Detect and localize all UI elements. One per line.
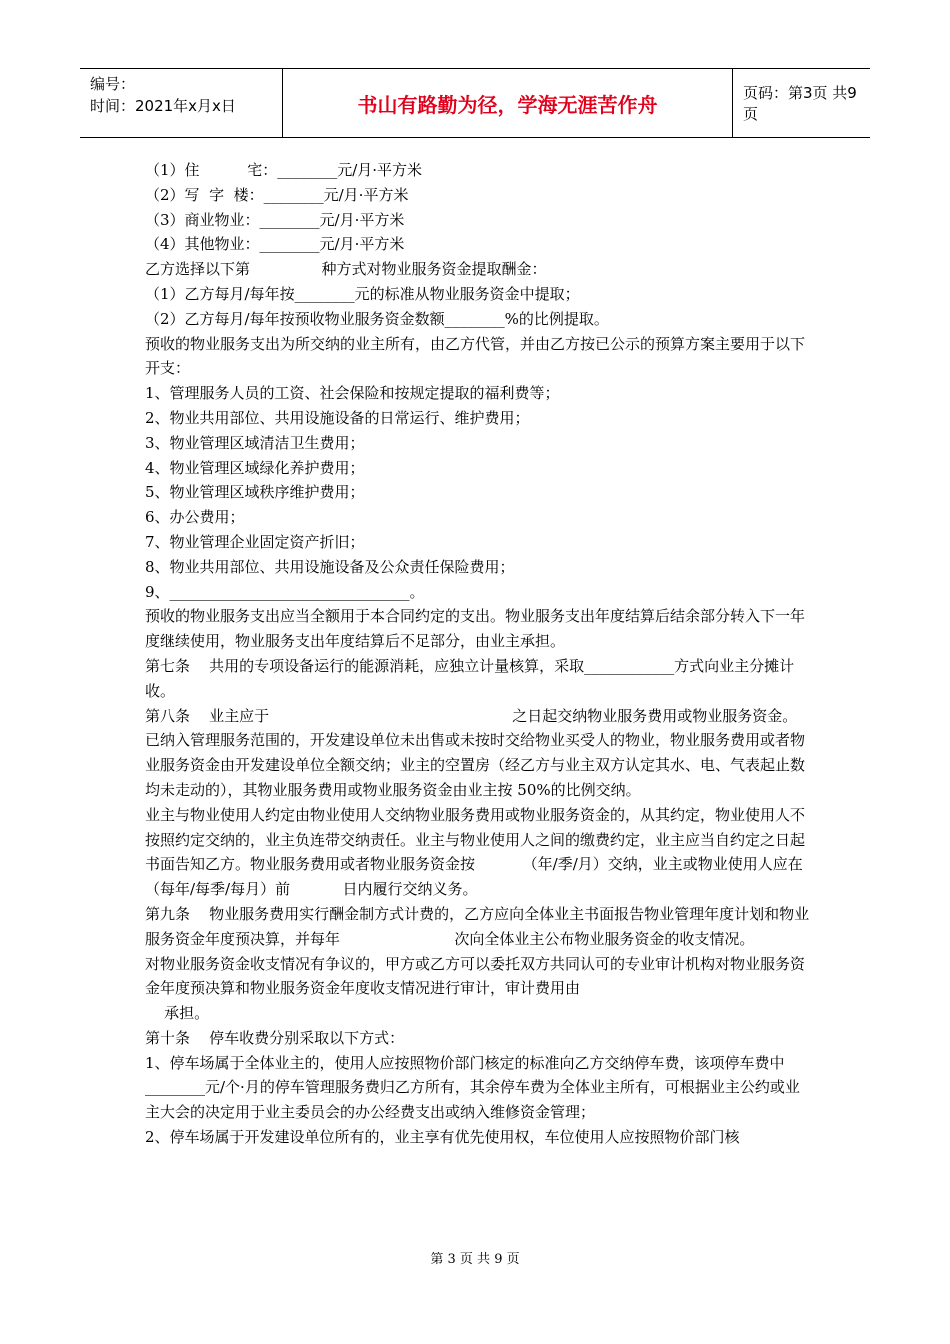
paragraph: 第九条 物业服务费用实行酬金制方式计费的，乙方应向全体业主书面报告物业管理年度计划和物业服务资金年度预决算，并每年 次向全体业主公布物业服务资金的收支情况。: [145, 904, 810, 948]
paragraph: 第七条 共用的专项设备运行的能源消耗，应独立计量核算，采取____________方式向业主分摊计收。: [145, 656, 795, 700]
paragraph: 预收的物业服务支出应当全额用于本合同约定的支出。物业服务支出年度结算后结余部分转入下一年度继续使用，物业服务支出年度结算后不足部分，由业主承担。: [145, 607, 806, 651]
paragraph: 5、物业管理区域秩序维护费用；: [145, 483, 365, 502]
paragraph: 承担。: [145, 1004, 210, 1023]
paragraph: 预收的物业服务支出为所交纳的业主所有，由乙方代管，并由乙方按已公示的预算方案主要用于以下开支：: [145, 334, 806, 378]
paragraph: （3）商业物业：________元/月·平方米: [145, 210, 405, 229]
paragraph: 6、办公费用；: [145, 508, 245, 527]
paragraph: 业主与物业使用人约定由物业使用人交纳物业服务费用或物业服务资金的，从其约定，物业使用人不按照约定交纳的，业主负连带交纳责任。业主与物业使用人之间的缴费约定，业主应当自约定之日起书面告知乙方。物业服务费用或者物业服务资金按 （年/季/月）交纳，业主或物业使用人应在（每年/每季/每月）前 日内履行交纳义务。: [145, 805, 806, 899]
paragraph: （1）住 宅：________元/月·平方米: [145, 161, 423, 179]
paragraph: 1、停车场属于全体业主的，使用人应按照物价部门核定的标准向乙方交纳停车费，该项停车费中________元/个·月的停车管理服务费归乙方所有，其余停车费为全体业主所有，可根据业主公约或业主大会的决定用于业主委员会的办公经费支出或纳入维修资金管理；: [145, 1053, 800, 1122]
paragraph: 第八条 业主应于 之日起交纳物业服务费用或物业服务资金。: [145, 706, 798, 725]
header-page-number: 页码：第3页 共9页: [743, 84, 857, 123]
paragraph: 4、物业管理区域绿化养护费用；: [145, 458, 365, 477]
paragraph: 9、________________________________。: [145, 582, 425, 601]
paragraph: （4）其他物业：________元/月·平方米: [145, 235, 405, 254]
time-label: 时间：2021年x月x日: [90, 97, 236, 115]
paragraph: 已纳入管理服务范围的，开发建设单位未出售或未按时交给物业买受人的物业，物业服务费用或者物业服务资金由开发建设单位全额交纳；业主的空置房（经乙方与业主双方认定其水、电、气表起止数均未走动的），其物业服务费用或物业服务资金由业主按 50%的比例交纳。: [145, 731, 806, 799]
paragraph: 第十条 停车收费分别采取以下方式：: [145, 1028, 405, 1047]
paragraph: 对物业服务资金收支情况有争议的，甲方或乙方可以委托双方共同认可的专业审计机构对物业服务资金年度预决算和物业服务资金年度收支情况进行审计，审计费用由: [145, 954, 806, 998]
paragraph: 乙方选择以下第 种方式对物业服务资金提取酬金：: [145, 260, 547, 279]
header-motto: 书山有路勤为径，学海无涯苦作舟: [283, 69, 733, 137]
paragraph: 1、管理服务人员的工资、社会保险和按规定提取的福利费等；: [145, 384, 560, 403]
header-meta: [80, 69, 283, 137]
paragraph: 3、物业管理区域清洁卫生费用；: [145, 433, 365, 452]
page-header: [80, 68, 870, 138]
paragraph: 8、物业共用部位、共用设施设备及公众责任保险费用；: [145, 557, 515, 576]
document-body: [145, 158, 810, 1150]
number-label: 编号：: [90, 75, 136, 93]
paragraph: 2、停车场属于开发建设单位所有的，业主享有优先使用权，车位使用人应按照物价部门核: [145, 1128, 740, 1147]
paragraph: 2、物业共用部位、共用设施设备的日常运行、维护费用；: [145, 408, 530, 427]
page-footer: 第 3 页 共 9 页: [430, 1252, 520, 1267]
paragraph: 7、物业管理企业固定资产折旧；: [145, 532, 365, 551]
paragraph: （2）乙方每月/每年按预收物业服务资金数额________%的比例提取。: [145, 309, 609, 328]
paragraph: （2）写 字 楼：________元/月·平方米: [145, 185, 409, 204]
paragraph: （1）乙方每月/每年按________元的标准从物业服务资金中提取；: [145, 284, 580, 303]
